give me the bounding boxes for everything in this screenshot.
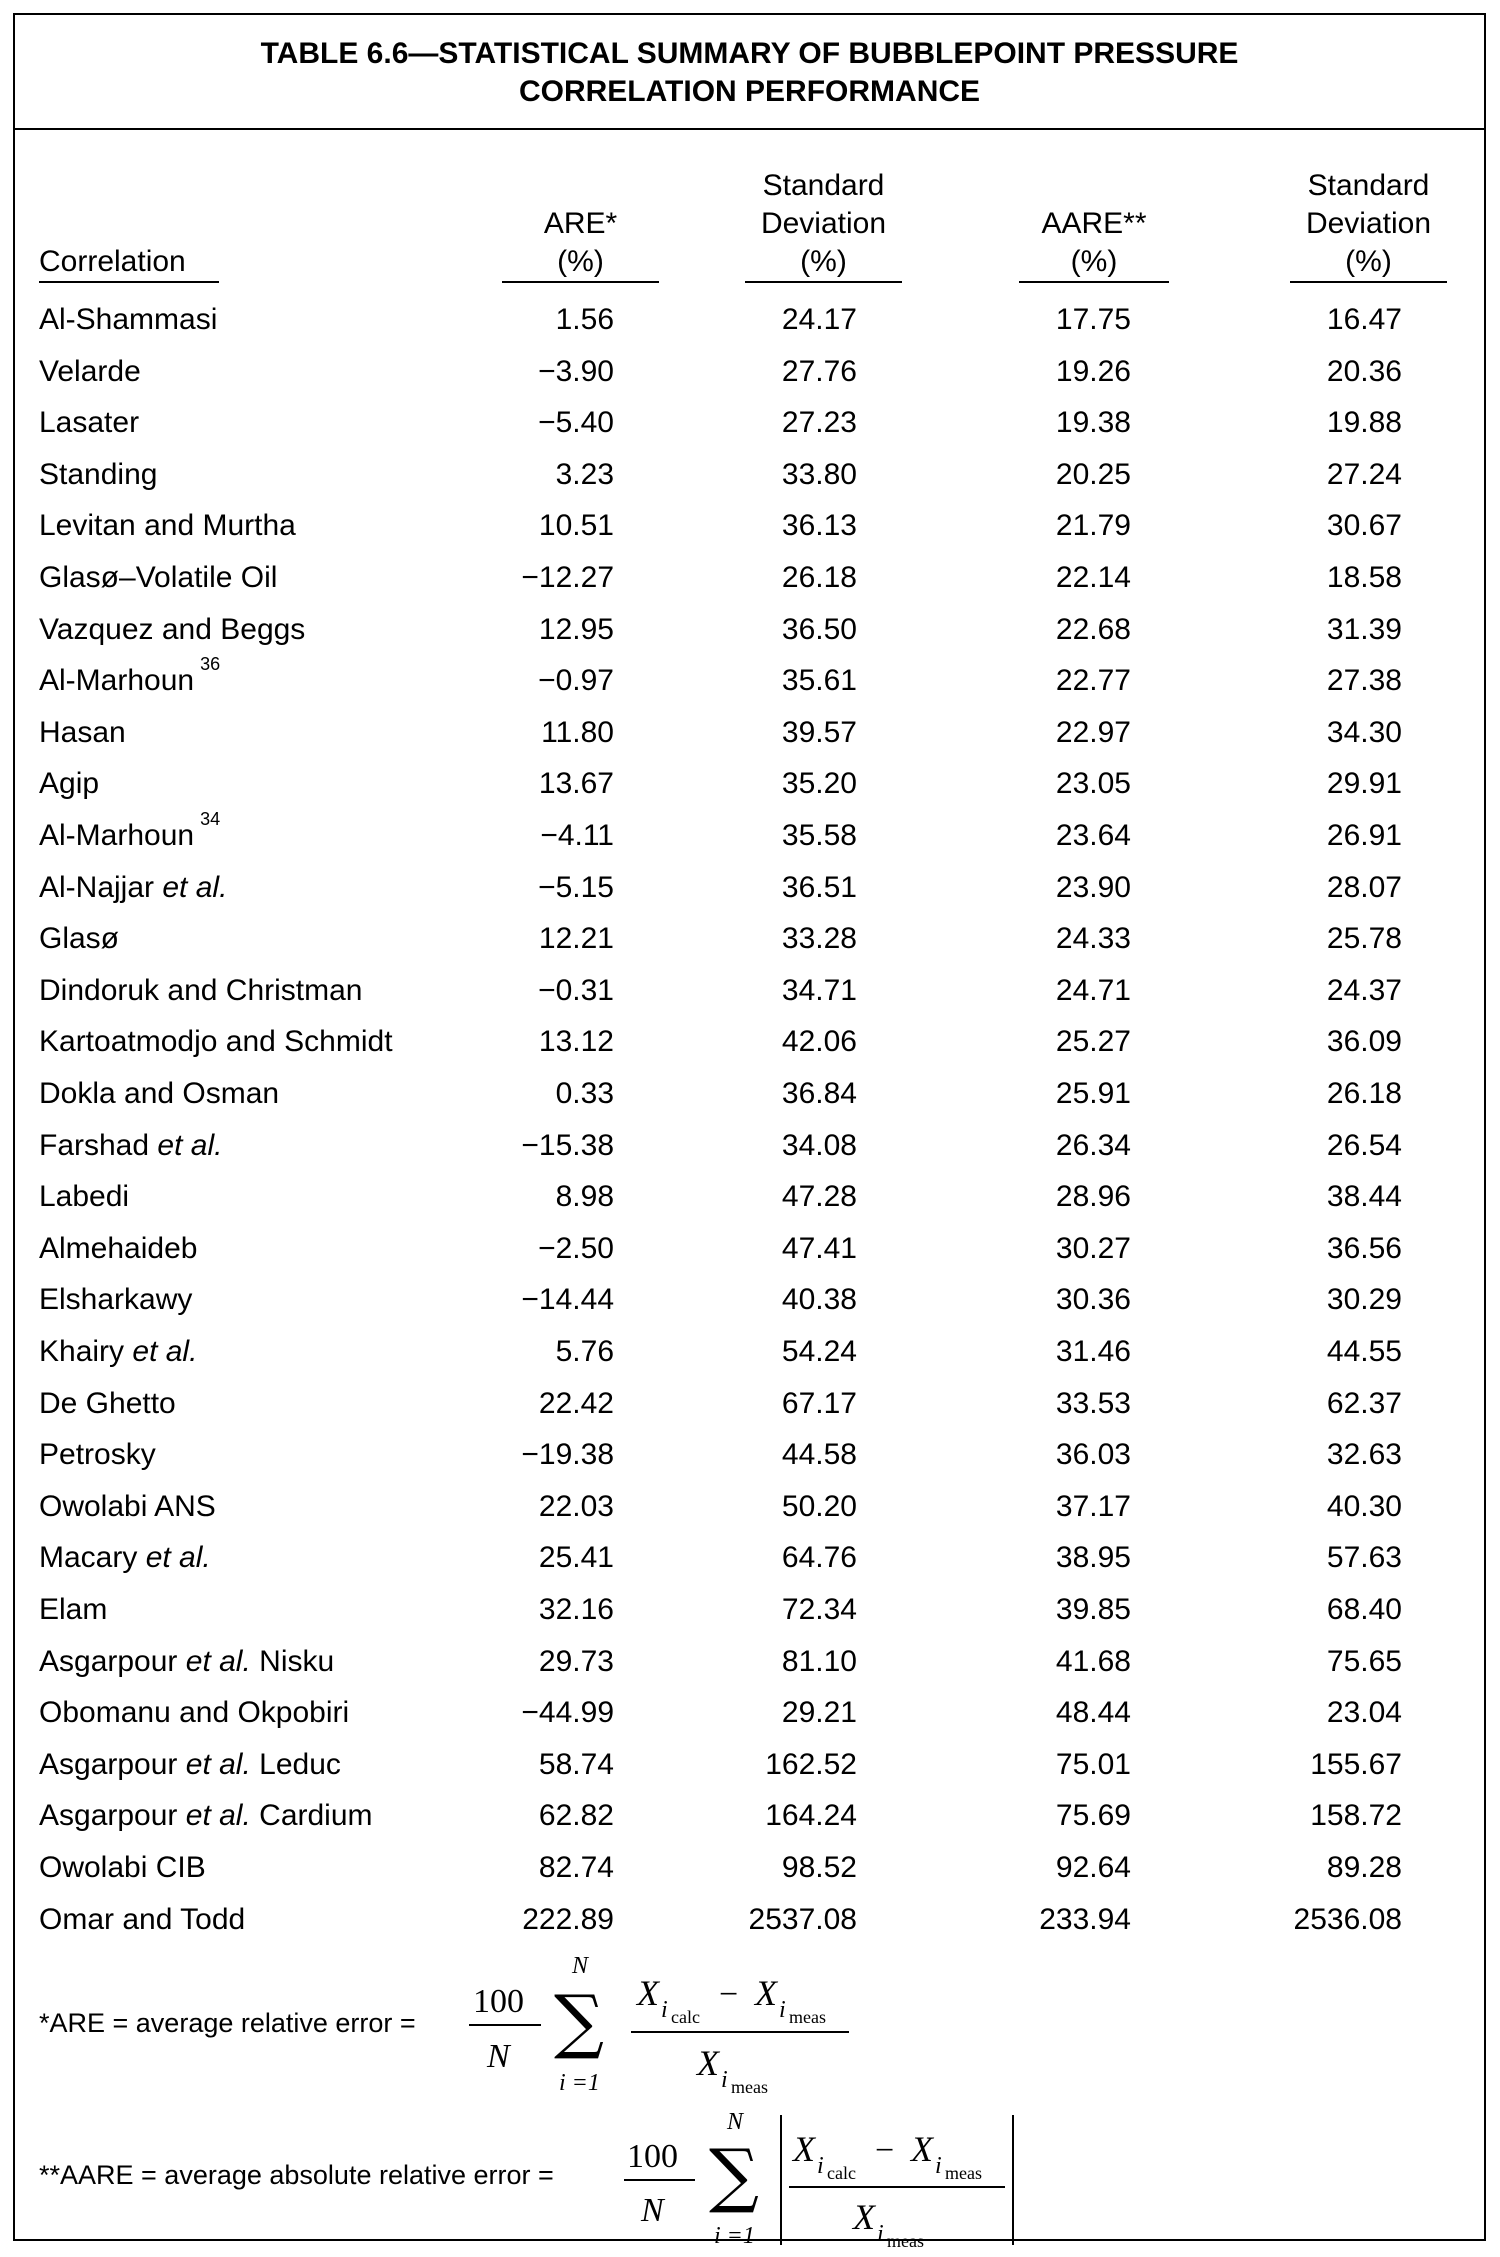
cell-sd2: 16.47 <box>1326 303 1402 336</box>
header-sd2-line-2: Deviation <box>1305 207 1432 240</box>
formula-aare-x1: X <box>793 2129 815 2169</box>
row-correlation-name <box>39 500 296 551</box>
header-sd2 <box>1290 167 1447 283</box>
cell-are: 5.76 <box>555 1335 614 1368</box>
cell-sd1: 34.71 <box>781 973 857 1007</box>
et-al-text: et al. <box>185 1747 251 1781</box>
correlation-name-text: Owolabi CIB <box>39 1851 206 1884</box>
correlation-name-text: Dokla and Osman <box>39 1077 280 1110</box>
formula-are-sum-bottom: i =1 <box>559 2070 600 2096</box>
correlation-name-text: Lasater <box>39 406 140 440</box>
cell-aare: 31.46 <box>1055 1335 1131 1368</box>
row-correlation-name <box>39 604 305 655</box>
cell-sd1: 36.84 <box>781 1077 857 1110</box>
et-al-text: et al. <box>162 870 228 904</box>
cell-sd1: 47.41 <box>781 1231 857 1265</box>
formula-are-x3: X <box>697 2043 719 2083</box>
cell-aare: 21.79 <box>1055 509 1131 543</box>
cell-aare: 36.03 <box>1055 1438 1131 1472</box>
row-correlation-name <box>39 397 139 448</box>
formula-aare-factor: 100 <box>627 2138 678 2175</box>
cell-sd1: 33.28 <box>781 922 857 956</box>
et-al-text: et al. <box>145 1541 211 1575</box>
cell-aare: 22.77 <box>1055 664 1131 698</box>
correlation-name-text: Al-Shammasi <box>39 303 218 336</box>
cell-are: −0.97 <box>538 664 614 698</box>
correlation-name-text: Farshad <box>39 1128 150 1162</box>
formula-aare-x2: X <box>911 2129 933 2169</box>
cell-sd2: 30.29 <box>1326 1283 1402 1317</box>
correlation-name-text: Khairy <box>39 1335 125 1368</box>
cell-sd2: 18.58 <box>1326 561 1402 594</box>
row-correlation-name <box>39 1894 245 1945</box>
cell-sd1: 162.52 <box>765 1747 857 1781</box>
cell-sd1: 35.58 <box>781 819 857 852</box>
correlation-name-text: Omar and Todd <box>39 1902 246 1936</box>
cell-sd2: 75.65 <box>1326 1644 1402 1678</box>
cell-sd2: 155.67 <box>1310 1747 1402 1781</box>
row-correlation-name <box>39 1739 341 1790</box>
row-correlation-name <box>39 1378 176 1429</box>
cell-aare: 20.25 <box>1055 457 1131 491</box>
cell-are: −19.38 <box>521 1438 614 1472</box>
table-row <box>15 1687 1484 1738</box>
cell-are: −44.99 <box>521 1696 614 1730</box>
cell-aare: 75.69 <box>1055 1799 1131 1833</box>
correlation-name-text: Owolabi ANS <box>39 1489 216 1523</box>
cell-are: 12.21 <box>538 922 614 956</box>
cell-are: −3.90 <box>538 354 614 388</box>
cell-sd2: 26.18 <box>1326 1077 1402 1110</box>
cell-sd1: 33.80 <box>781 457 857 491</box>
cell-sd2: 24.37 <box>1326 973 1402 1007</box>
cell-sd1: 67.17 <box>781 1386 857 1420</box>
et-al-text: et al. <box>157 1128 223 1162</box>
cell-aare: 39.85 <box>1055 1593 1131 1626</box>
correlation-name-text: Asgarpour <box>39 1747 178 1781</box>
cell-are: −15.38 <box>521 1128 614 1162</box>
cell-sd1: 47.28 <box>781 1180 857 1214</box>
cell-sd1: 44.58 <box>781 1438 857 1472</box>
table-row <box>15 707 1484 758</box>
footnote-are-label: *ARE = average relative error = <box>39 2008 416 2038</box>
cell-sd2: 44.55 <box>1326 1335 1402 1368</box>
cell-sd1: 27.76 <box>781 354 857 388</box>
cell-are: 1.56 <box>555 303 614 336</box>
cell-aare: 23.05 <box>1055 767 1131 801</box>
cell-are: 11.80 <box>541 715 614 749</box>
cell-are: −5.40 <box>538 406 614 440</box>
header-sd1 <box>745 167 902 283</box>
correlation-name-text: Petrosky <box>39 1438 156 1472</box>
table-row <box>15 1274 1484 1325</box>
cell-aare: 25.27 <box>1055 1025 1131 1059</box>
row-correlation-name <box>39 810 220 861</box>
formula-aare-meas2: meas <box>887 2231 924 2247</box>
row-correlation-name <box>39 1687 349 1738</box>
table-row <box>15 1378 1484 1429</box>
header-correlation-text: Correlation <box>39 245 186 278</box>
title-rule <box>15 128 1484 130</box>
cell-are: 13.67 <box>538 767 614 801</box>
row-correlation-name <box>39 862 227 913</box>
row-correlation-name <box>39 1481 216 1532</box>
row-correlation-name <box>39 1790 373 1841</box>
table-row <box>15 1481 1484 1532</box>
cell-sd2: 158.72 <box>1310 1799 1402 1833</box>
cell-aare: 24.71 <box>1055 973 1131 1007</box>
cell-sd2: 40.30 <box>1326 1489 1402 1523</box>
cell-are: 22.42 <box>538 1386 614 1420</box>
header-sd2-line-3: (%) <box>1345 245 1392 278</box>
table-row <box>15 1584 1484 1635</box>
et-al-text: et al. <box>185 1799 251 1833</box>
cell-aare: 38.95 <box>1055 1541 1131 1575</box>
cell-sd2: 36.56 <box>1326 1231 1402 1265</box>
cell-aare: 25.91 <box>1055 1077 1131 1110</box>
header-sd1-line-1: Standard <box>762 169 885 202</box>
correlation-name-text: Almehaideb <box>39 1231 198 1265</box>
cell-sd1: 98.52 <box>781 1851 857 1884</box>
formula-are-i1: i <box>661 1997 668 2023</box>
cell-sd2: 68.40 <box>1326 1593 1402 1626</box>
table-row <box>15 862 1484 913</box>
cell-sd2: 27.38 <box>1326 664 1402 698</box>
table-row <box>15 604 1484 655</box>
table-row <box>15 1120 1484 1171</box>
cell-sd2: 31.39 <box>1326 612 1402 646</box>
correlation-name-text: Elsharkawy <box>39 1283 193 1317</box>
cell-are: 22.03 <box>538 1489 614 1523</box>
correlation-name-text: Glasø–Volatile Oil <box>39 561 278 594</box>
table-row <box>15 1223 1484 1274</box>
cell-aare: 17.75 <box>1055 303 1131 336</box>
formula-are-x1: X <box>637 1973 659 2013</box>
cell-are: 58.74 <box>538 1747 614 1781</box>
table-row <box>15 1532 1484 1583</box>
header-are-line-1: ARE* <box>543 207 618 240</box>
cell-aare: 22.68 <box>1055 612 1131 646</box>
row-correlation-name <box>39 1532 211 1583</box>
row-correlation-name <box>39 346 141 397</box>
table-row <box>15 500 1484 551</box>
formula-are-i3: i <box>721 2067 728 2093</box>
cell-sd1: 27.23 <box>781 406 857 440</box>
cell-sd1: 50.20 <box>781 1489 857 1523</box>
correlation-name-text: Standing <box>39 457 158 491</box>
row-correlation-name <box>39 552 277 603</box>
table-row <box>15 552 1484 603</box>
cell-sd2: 2536.08 <box>1293 1902 1402 1936</box>
cell-aare: 233.94 <box>1039 1902 1131 1936</box>
header-sd1-line-3: (%) <box>800 245 847 278</box>
row-correlation-name <box>39 1068 279 1119</box>
cell-sd1: 36.50 <box>781 612 857 646</box>
header-aare-line-2: (%) <box>1070 245 1118 278</box>
formula-aare-n: N <box>641 2192 664 2229</box>
header-sd2-line-1: Standard <box>1307 169 1430 202</box>
formula-are-calc: calc <box>671 2007 700 2027</box>
cell-are: 82.74 <box>538 1851 614 1884</box>
cell-sd1: 2537.08 <box>748 1902 857 1936</box>
cell-sd2: 25.78 <box>1326 922 1402 956</box>
cell-sd1: 72.34 <box>781 1593 857 1626</box>
formula-are-sum-top: N <box>572 1953 589 1979</box>
table-row <box>15 1739 1484 1790</box>
header-aare <box>1019 205 1169 283</box>
cell-are: 32.16 <box>538 1593 614 1626</box>
row-correlation-name <box>39 1584 107 1635</box>
correlation-name-text: Elam <box>39 1593 108 1626</box>
table-row <box>15 1068 1484 1119</box>
cell-aare: 92.64 <box>1055 1851 1131 1884</box>
table-row <box>15 913 1484 964</box>
correlation-name-text: Obomanu and Okpobiri <box>39 1696 350 1730</box>
row-correlation-name <box>39 1120 222 1171</box>
table-row <box>15 397 1484 448</box>
correlation-name-text: Al-Marhoun <box>39 664 195 698</box>
table-row <box>15 655 1484 706</box>
et-al-text: et al. <box>132 1335 198 1368</box>
formula-are-x2: X <box>755 1973 777 2013</box>
formula-are-meas1: meas <box>789 2007 826 2027</box>
table-row <box>15 1790 1484 1841</box>
header-correlation <box>39 243 219 283</box>
cell-are: −12.27 <box>521 561 614 594</box>
formula-aare <box>39 2097 1039 2247</box>
row-correlation-name <box>39 655 220 706</box>
reference-superscript: 36 <box>200 654 221 675</box>
cell-sd1: 42.06 <box>781 1025 857 1059</box>
table-row <box>15 1429 1484 1480</box>
row-correlation-name <box>39 965 362 1016</box>
table-row <box>15 1326 1484 1377</box>
cell-sd2: 38.44 <box>1326 1180 1402 1214</box>
cell-are: −5.15 <box>538 870 614 904</box>
table-row <box>15 294 1484 345</box>
correlation-name-text: Levitan and Murtha <box>39 509 296 543</box>
formula-aare-i3: i <box>877 2221 884 2247</box>
correlation-name-text: Glasø <box>39 922 120 956</box>
formula-are-minus: − <box>719 1976 739 2013</box>
cell-sd1: 34.08 <box>781 1128 857 1162</box>
formula-are-factor: 100 <box>473 1983 524 2020</box>
table-row <box>15 1842 1484 1893</box>
correlation-name-text: Asgarpour <box>39 1799 178 1833</box>
row-correlation-name <box>39 758 99 809</box>
cell-aare: 30.27 <box>1055 1231 1131 1265</box>
cell-sd2: 57.63 <box>1326 1541 1402 1575</box>
cell-sd1: 35.20 <box>781 767 857 801</box>
cell-are: 3.23 <box>555 457 614 491</box>
footnote-are <box>39 1945 1039 2115</box>
formula-aare-i1: i <box>817 2153 824 2179</box>
formula-aare-minus: − <box>875 2132 895 2169</box>
cell-are: 25.41 <box>538 1541 614 1575</box>
formula-aare-meas1: meas <box>945 2163 982 2183</box>
correlation-name-text: Velarde <box>39 354 141 388</box>
cell-aare: 33.53 <box>1055 1386 1131 1420</box>
cell-aare: 48.44 <box>1055 1696 1131 1730</box>
header-are-line-2: (%) <box>557 245 604 278</box>
correlation-suffix-text: Cardium <box>259 1799 373 1833</box>
correlation-name-text: Agip <box>39 767 100 801</box>
cell-sd2: 26.91 <box>1326 819 1402 852</box>
cell-sd1: 39.57 <box>781 715 857 749</box>
footnote-aare-label: **AARE = average absolute relative error = <box>39 2160 554 2190</box>
et-al-text: et al. <box>185 1644 251 1678</box>
table-title <box>15 35 1484 111</box>
cell-sd2: 27.24 <box>1326 457 1402 491</box>
cell-aare: 23.90 <box>1055 870 1131 904</box>
table-row <box>15 1636 1484 1687</box>
cell-sd2: 30.67 <box>1326 509 1402 543</box>
table-row <box>15 758 1484 809</box>
cell-are: 0.33 <box>555 1077 614 1110</box>
formula-are-i2: i <box>779 1997 786 2023</box>
title-line-2: CORRELATION PERFORMANCE <box>518 75 981 108</box>
cell-are: 29.73 <box>538 1644 614 1678</box>
cell-sd2: 32.63 <box>1326 1438 1402 1472</box>
formula-aare-x3: X <box>853 2197 875 2237</box>
formula-aare-sigma: ∑ <box>709 2134 759 2216</box>
cell-sd2: 36.09 <box>1326 1025 1402 1059</box>
cell-aare: 75.01 <box>1055 1747 1131 1781</box>
cell-sd1: 36.13 <box>781 509 857 543</box>
correlation-name-text: Al-Marhoun <box>39 819 195 852</box>
table-row <box>15 449 1484 500</box>
formula-aare-sum-top: N <box>727 2109 744 2135</box>
correlation-name-text: Al-Najjar <box>39 870 155 904</box>
cell-are: 13.12 <box>538 1025 614 1059</box>
row-correlation-name <box>39 1274 192 1325</box>
formula-aare-calc: calc <box>827 2163 856 2183</box>
cell-aare: 23.64 <box>1055 819 1131 852</box>
cell-are: −14.44 <box>521 1283 614 1317</box>
reference-superscript: 34 <box>200 809 221 829</box>
table-frame <box>13 13 1486 2247</box>
title-line-1: TABLE 6.6—STATISTICAL SUMMARY OF BUBBLEPOINT PRESSURE <box>260 37 1239 70</box>
cell-sd1: 54.24 <box>781 1335 857 1368</box>
cell-are: −2.50 <box>538 1231 614 1265</box>
cell-sd2: 89.28 <box>1326 1851 1402 1884</box>
row-correlation-name <box>39 1842 206 1893</box>
table-row <box>15 1016 1484 1067</box>
row-correlation-name <box>39 449 157 500</box>
cell-sd1: 26.18 <box>781 561 857 594</box>
formula-are <box>39 1945 1039 2115</box>
cell-sd2: 62.37 <box>1326 1386 1402 1420</box>
cell-are: −4.11 <box>540 819 614 852</box>
table-row <box>15 1171 1484 1222</box>
cell-aare: 26.34 <box>1055 1128 1131 1162</box>
formula-are-n: N <box>487 2038 510 2075</box>
cell-sd1: 35.61 <box>781 664 857 698</box>
cell-are: 222.89 <box>522 1902 614 1936</box>
cell-aare: 41.68 <box>1055 1644 1131 1678</box>
cell-aare: 19.26 <box>1055 354 1131 388</box>
row-correlation-name <box>39 1326 197 1377</box>
correlation-name-text: Vazquez and Beggs <box>39 612 306 646</box>
row-correlation-name <box>39 913 119 964</box>
cell-are: −0.31 <box>538 973 614 1007</box>
cell-aare: 24.33 <box>1055 922 1131 956</box>
correlation-suffix-text: Leduc <box>259 1747 341 1781</box>
row-correlation-name <box>39 1223 197 1274</box>
row-correlation-name <box>39 294 217 345</box>
footnote-aare <box>39 2097 1039 2247</box>
cell-sd1: 29.21 <box>781 1696 857 1730</box>
cell-aare: 22.14 <box>1055 561 1131 594</box>
cell-sd1: 40.38 <box>781 1283 857 1317</box>
cell-are: 12.95 <box>538 612 614 646</box>
cell-sd1: 24.17 <box>781 303 857 336</box>
correlation-name-text: Kartoatmodjo and Schmidt <box>39 1025 393 1059</box>
header-aare-line-1: AARE** <box>1041 207 1147 240</box>
header-are <box>502 205 659 283</box>
formula-are-meas2: meas <box>731 2077 768 2097</box>
cell-sd2: 19.88 <box>1326 406 1402 440</box>
cell-sd2: 28.07 <box>1326 870 1402 904</box>
cell-are: 62.82 <box>538 1799 614 1833</box>
correlation-name-text: Macary <box>39 1541 138 1575</box>
header-sd1-line-2: Deviation <box>760 207 887 240</box>
cell-aare: 28.96 <box>1055 1180 1131 1214</box>
cell-sd2: 34.30 <box>1326 715 1402 749</box>
cell-sd1: 36.51 <box>781 870 857 904</box>
cell-sd2: 20.36 <box>1326 354 1402 388</box>
correlation-name-text: Hasan <box>39 715 126 749</box>
cell-sd2: 26.54 <box>1326 1128 1402 1162</box>
cell-aare: 30.36 <box>1055 1283 1131 1317</box>
correlation-name-text: Asgarpour <box>39 1644 178 1678</box>
cell-are: 8.98 <box>555 1180 614 1214</box>
formula-aare-i2: i <box>935 2153 942 2179</box>
row-correlation-name <box>39 1016 393 1067</box>
table-row <box>15 346 1484 397</box>
table-row <box>15 810 1484 861</box>
cell-sd1: 81.10 <box>781 1644 857 1678</box>
row-correlation-name <box>39 1636 334 1687</box>
table-row <box>15 965 1484 1016</box>
row-correlation-name <box>39 1429 156 1480</box>
cell-sd1: 164.24 <box>765 1799 857 1833</box>
correlation-suffix-text: Nisku <box>259 1644 335 1678</box>
row-correlation-name <box>39 1171 129 1222</box>
cell-sd1: 64.76 <box>781 1541 857 1575</box>
cell-are: 10.51 <box>538 509 614 543</box>
row-correlation-name <box>39 707 126 758</box>
formula-aare-sum-bottom: i =1 <box>714 2223 755 2247</box>
correlation-name-text: Dindoruk and Christman <box>39 973 363 1007</box>
cell-aare: 37.17 <box>1055 1489 1131 1523</box>
table-row <box>15 1894 1484 1945</box>
formula-are-sigma: ∑ <box>554 1980 604 2062</box>
cell-sd2: 23.04 <box>1326 1696 1402 1730</box>
cell-aare: 22.97 <box>1055 715 1131 749</box>
cell-aare: 19.38 <box>1055 406 1131 440</box>
correlation-name-text: Labedi <box>39 1180 130 1214</box>
cell-sd2: 29.91 <box>1326 767 1402 801</box>
correlation-name-text: De Ghetto <box>39 1386 176 1420</box>
